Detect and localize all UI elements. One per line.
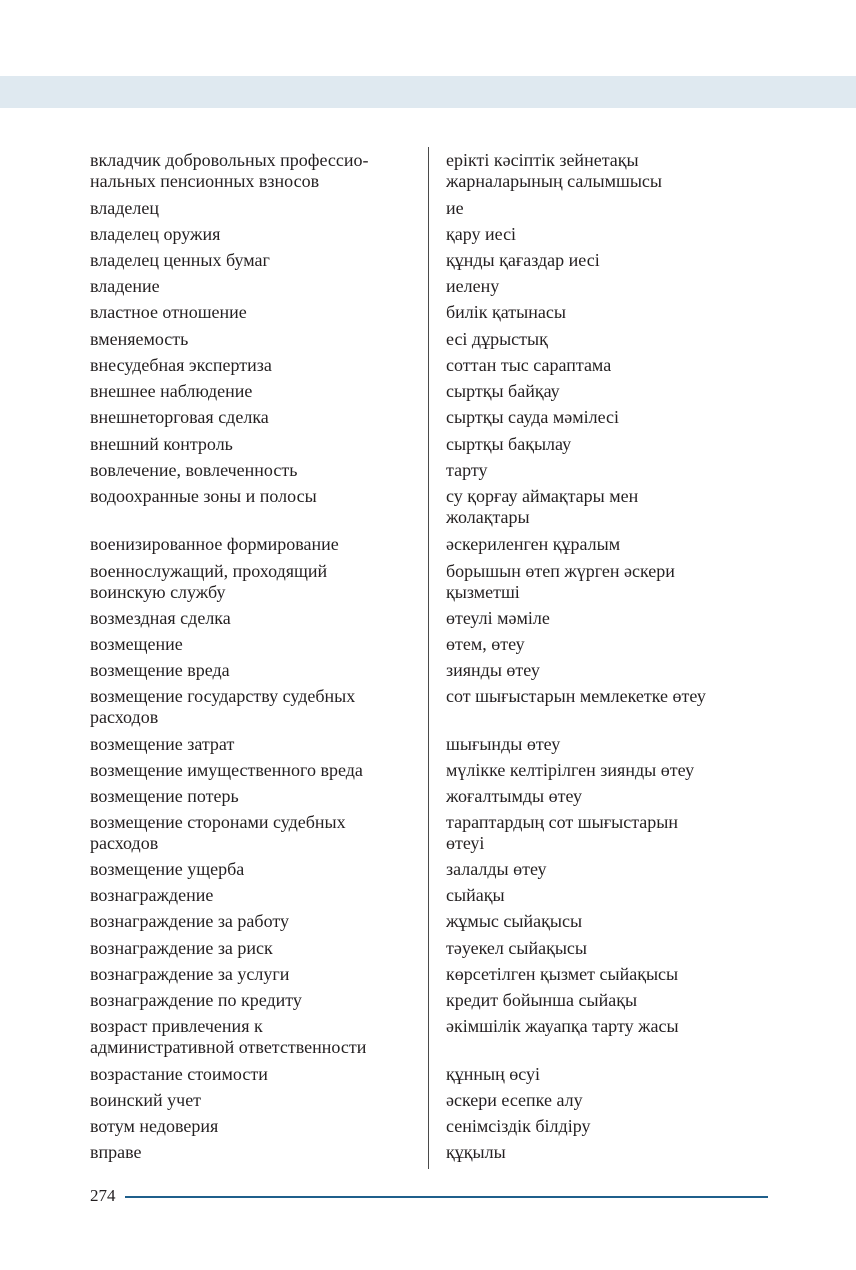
kazakh-term: залалды өтеу: [446, 859, 547, 879]
russian-term: вотум недоверия: [90, 1116, 219, 1136]
russian-term: возмещение потерь: [90, 786, 239, 806]
russian-term: возмещение вреда: [90, 660, 230, 680]
kazakh-term: жұмыс сыйақысы: [446, 911, 583, 931]
russian-term: возмещение государству судебных расходов: [90, 686, 356, 727]
kazakh-term: тарту: [446, 460, 488, 480]
kazakh-term: құқылы: [446, 1142, 506, 1162]
russian-term: возмещение: [90, 634, 183, 654]
kazakh-term: тараптардың сот шығыстарын өтеуі: [446, 812, 679, 853]
russian-term: вознаграждение по кредиту: [90, 990, 302, 1010]
kazakh-term: өтем, өтеу: [446, 634, 525, 654]
russian-term: вменяемость: [90, 329, 189, 349]
russian-term: военнослужащий, проходящий воинскую службу: [90, 561, 328, 602]
russian-term: владелец ценных бумаг: [90, 250, 270, 270]
kazakh-term: су қорғау аймақтары мен жолақтары: [446, 486, 639, 527]
kazakh-term: көрсетілген қызмет сыйақысы: [446, 964, 679, 984]
kazakh-term: әкімшілік жауапқа тарту жасы: [446, 1016, 679, 1036]
kazakh-term: қару иесі: [446, 224, 517, 244]
russian-term: водоохранные зоны и полосы: [90, 486, 317, 506]
russian-term: властное отношение: [90, 302, 247, 322]
footer-rule: [125, 1196, 768, 1198]
russian-term: владелец: [90, 198, 159, 218]
page-number: 274: [90, 1186, 116, 1205]
kazakh-term: шығынды өтеу: [446, 734, 561, 754]
russian-term: внесудебная экспертиза: [90, 355, 272, 375]
russian-term: внешний контроль: [90, 434, 233, 454]
kazakh-term: борышын өтеп жүрген әскери қызметші: [446, 561, 675, 602]
kazakh-term: құнды қағаздар иесі: [446, 250, 600, 270]
kazakh-term: есі дұрыстық: [446, 329, 548, 349]
kazakh-term: жоғалтымды өтеу: [446, 786, 583, 806]
kazakh-term: иелену: [446, 276, 500, 296]
russian-term: возрастание стоимости: [90, 1064, 268, 1084]
kazakh-term: зиянды өтеу: [446, 660, 540, 680]
russian-term: возмездная сделка: [90, 608, 231, 628]
kazakh-term: билік қатынасы: [446, 302, 566, 322]
kazakh-term: сыртқы сауда мәмілесі: [446, 407, 620, 427]
russian-term: возмещение затрат: [90, 734, 235, 754]
russian-term: внешнее наблюдение: [90, 381, 253, 401]
russian-term: воинский учет: [90, 1090, 202, 1110]
kazakh-term: мүлікке келтірілген зиянды өтеу: [446, 760, 695, 780]
kazakh-term: тәуекел сыйақысы: [446, 938, 588, 958]
kazakh-term: сот шығыстарын мемлекетке өтеу: [446, 686, 706, 706]
russian-term: внешнеторговая сделка: [90, 407, 269, 427]
kazakh-term: әскери есепке алу: [446, 1090, 583, 1110]
russian-term: вознаграждение за услуги: [90, 964, 290, 984]
kazakh-term: сыртқы байқау: [446, 381, 560, 401]
russian-term: вознаграждение за риск: [90, 938, 273, 958]
kazakh-term: сенімсіздік білдіру: [446, 1116, 591, 1136]
russian-term: владелец оружия: [90, 224, 221, 244]
russian-term: военизированное формирование: [90, 534, 339, 554]
kazakh-term: соттан тыс сараптама: [446, 355, 612, 375]
russian-term: возмещение ущерба: [90, 859, 245, 879]
kazakh-term: сыйақы: [446, 885, 505, 905]
russian-term: возмещение имущественного вреда: [90, 760, 363, 780]
kazakh-term: құнның өсуі: [446, 1064, 540, 1084]
russian-term: вовлечение, вовлеченность: [90, 460, 298, 480]
russian-term: возмещение сторонами судебных расходов: [90, 812, 346, 853]
kazakh-term: әскериленген құралым: [446, 534, 621, 554]
kazakh-term: сыртқы бақылау: [446, 434, 572, 454]
kazakh-term: ие: [446, 198, 464, 218]
kazakh-term: кредит бойынша сыйақы: [446, 990, 638, 1010]
russian-term: вкладчик добровольных профессио- нальных пенсионных взносов: [90, 150, 369, 191]
russian-term: возраст привлечения к административной ответственности: [90, 1016, 367, 1057]
russian-term: владение: [90, 276, 160, 296]
russian-term: вознаграждение за работу: [90, 911, 289, 931]
russian-term: вправе: [90, 1142, 142, 1162]
russian-term: вознаграждение: [90, 885, 214, 905]
kazakh-term: өтеулі мәміле: [446, 608, 550, 628]
kazakh-term: ерікті кәсіптік зейнетақы жарналарының салымшысы: [446, 150, 662, 191]
